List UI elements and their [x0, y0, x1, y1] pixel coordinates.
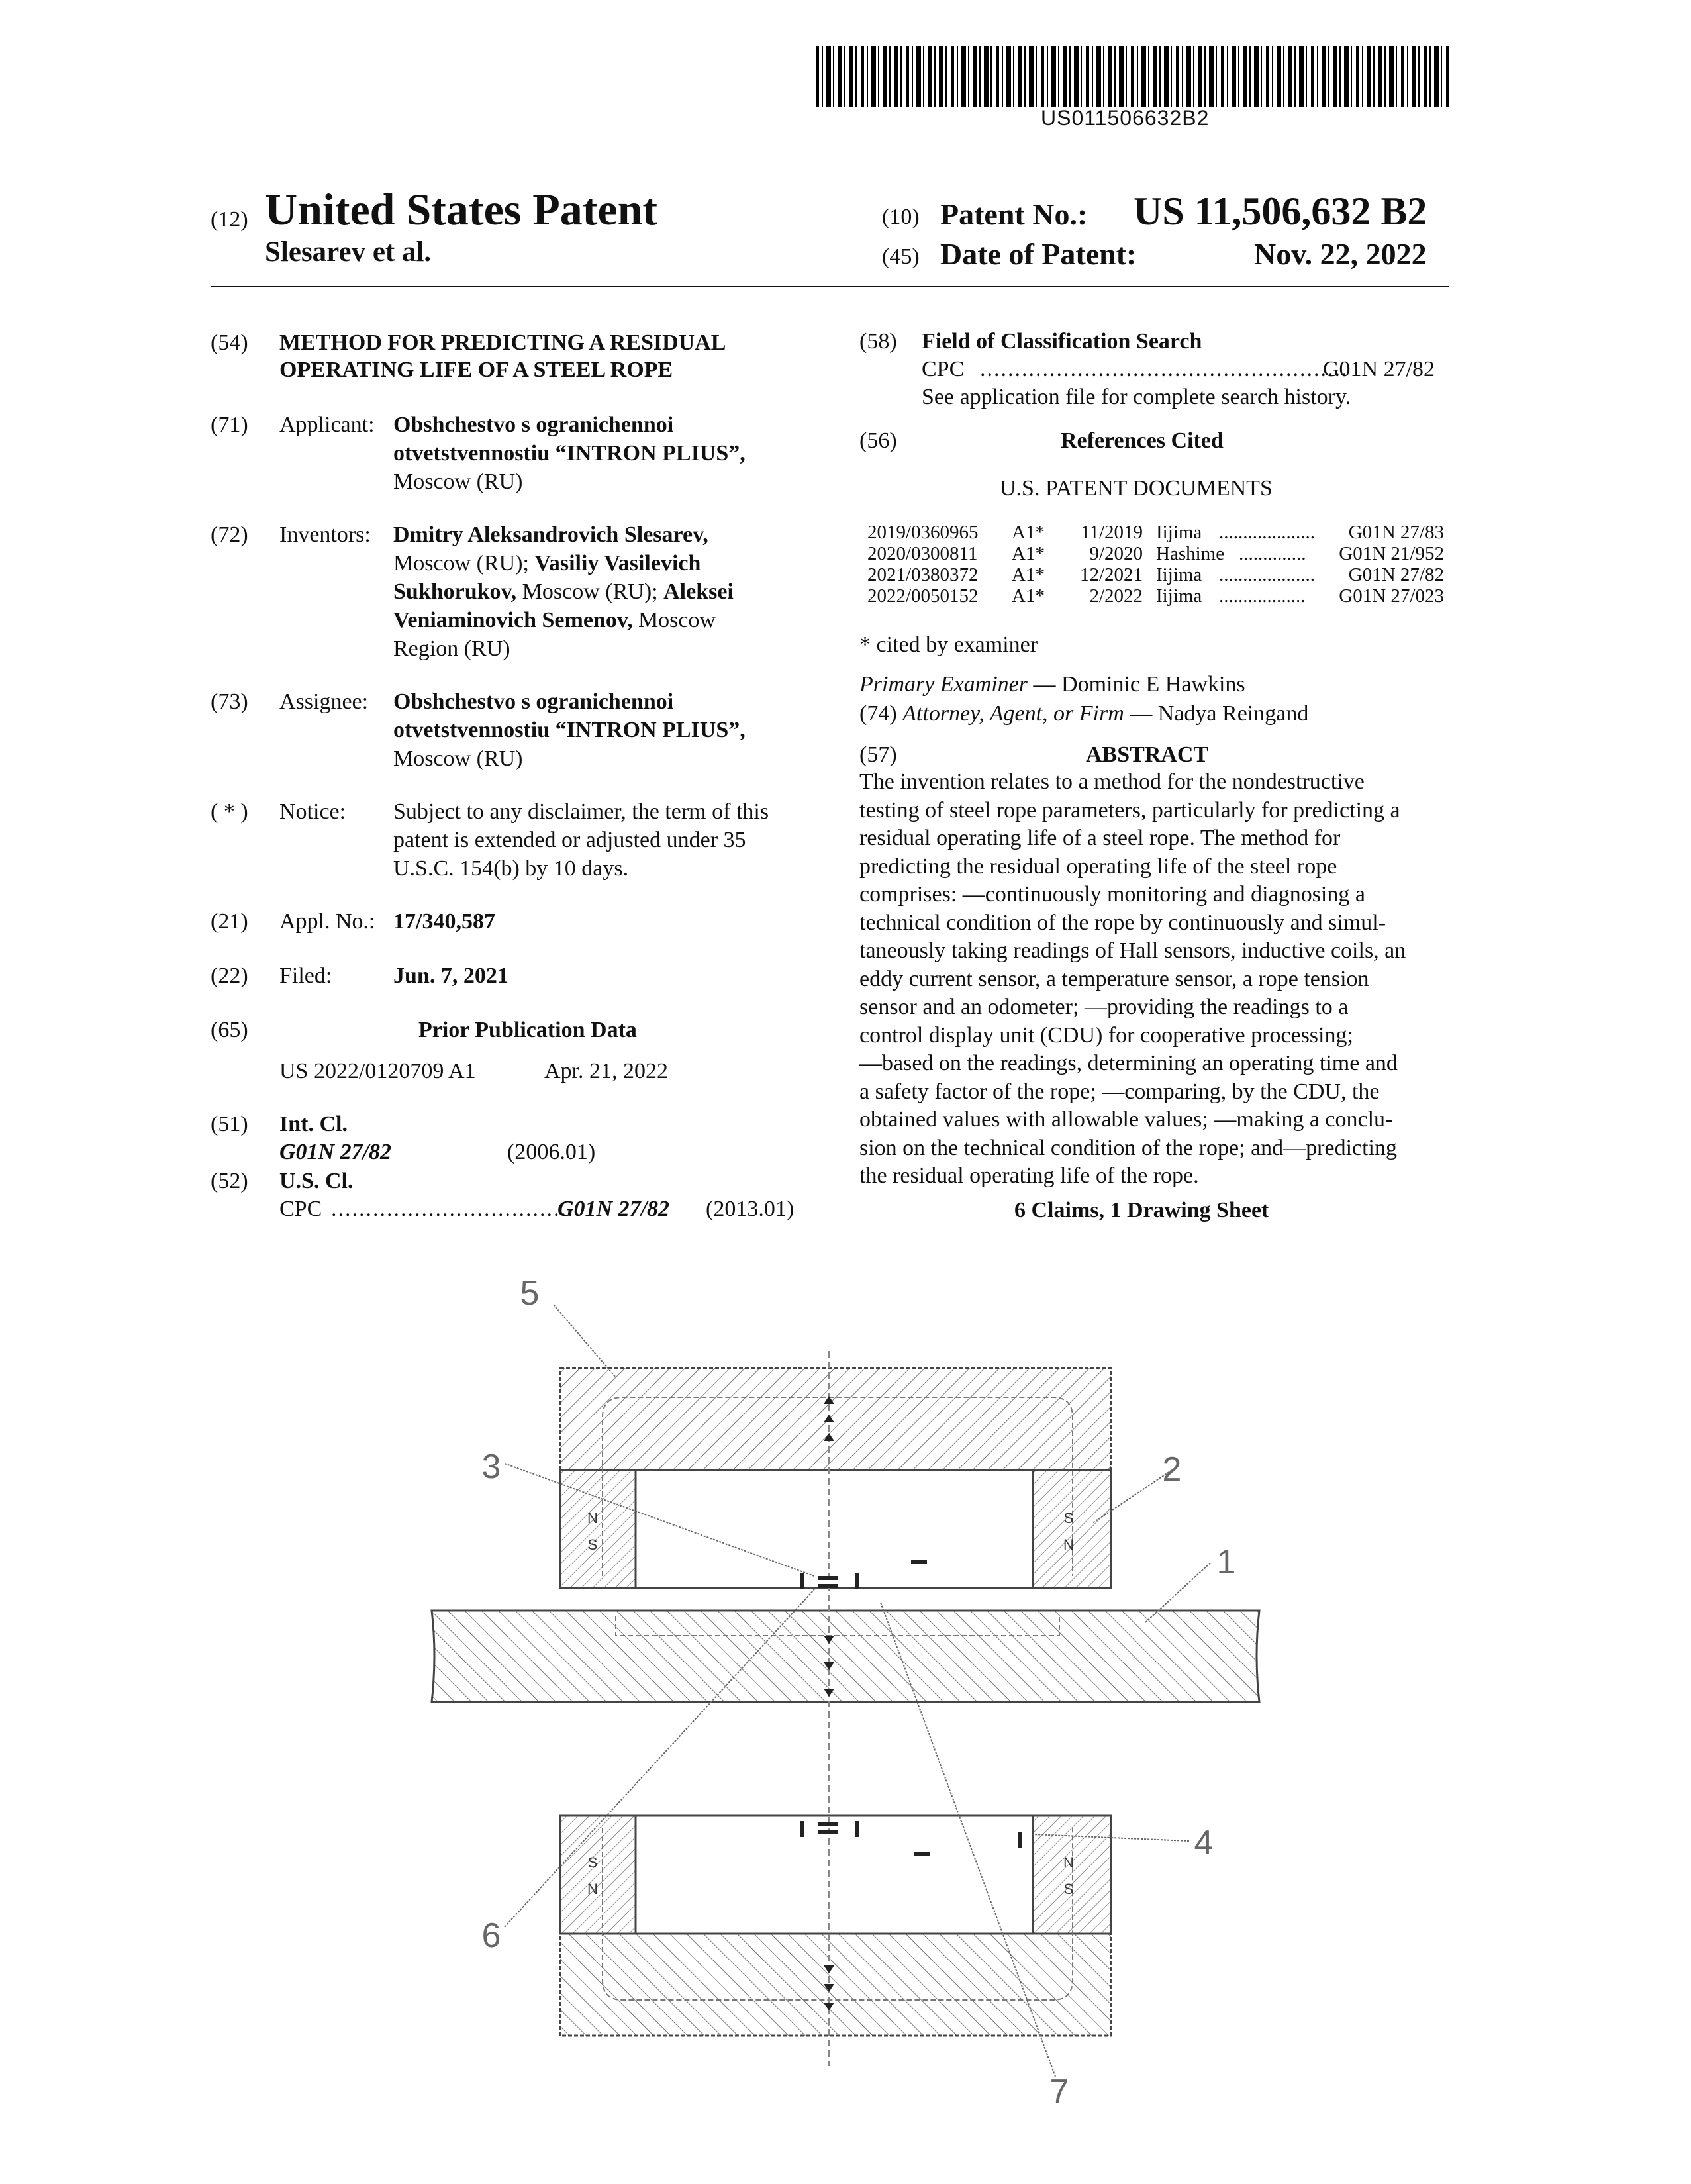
figure-label-7: 7 — [1049, 2073, 1069, 2111]
figure-label-6: 6 — [481, 1916, 501, 1955]
patent-no-label: Patent No.: — [940, 197, 1088, 231]
notice-label: Notice: — [279, 799, 346, 824]
steel-rope — [432, 1611, 1259, 1702]
notice-line2: patent is extended or adjusted under 35 — [393, 828, 746, 852]
applicant-line2: otvetstvennostiu “INTRON PLIUS”, — [393, 441, 746, 466]
assignee-line2: otvetstvennostiu “INTRON PLIUS”, — [393, 718, 746, 742]
assignee-line3: Moscow (RU) — [393, 746, 523, 771]
reference-row: 2022/0050152 A1* 2/2022 Iijima .................. G01N 27/023 — [867, 585, 1444, 607]
abstract-line: comprises: —continuously monitoring and diagnosing a — [859, 882, 1365, 907]
abstract-line: the residual operating life of the rope. — [859, 1164, 1199, 1188]
reference-row: 2020/0300811 A1* 9/2020 Hashime .............. G01N 21/952 — [867, 543, 1444, 564]
field-class: G01N 27/82 — [1323, 357, 1435, 381]
notice-line1: Subject to any disclaimer, the term of this — [393, 799, 769, 824]
kind-code: (12) — [211, 207, 248, 232]
top-yoke — [560, 1368, 1111, 1470]
filed-label: Filed: — [279, 964, 332, 988]
prior-publication: US 2022/0120709 A1 — [279, 1059, 476, 1083]
reference-row: 2019/0360965 A1* 11/2019 Iijima .................... G01N 27/83 — [867, 522, 1444, 543]
prior-title: Prior Publication Data — [418, 1018, 637, 1042]
magnet-letter: N — [1063, 1536, 1074, 1553]
inventors-short: Slesarev et al. — [265, 236, 432, 268]
assignee-line1: Obshchestvo s ogranichennoi — [393, 689, 674, 714]
magnet-letter: S — [587, 1854, 598, 1871]
appl-label: Appl. No.: — [279, 909, 375, 934]
figure-label-2: 2 — [1162, 1450, 1182, 1489]
field-leader-dots: ..................................................... — [980, 357, 1349, 381]
inventor-line4: Veniaminovich Semenov, Moscow — [393, 608, 716, 632]
notice-code: ( * ) — [211, 799, 248, 824]
abstract-line: —based on the readings, determining an operating time and — [859, 1051, 1398, 1075]
upper-cavity — [636, 1470, 1033, 1588]
refs-code: (56) — [859, 428, 897, 453]
header-divider — [211, 286, 1449, 287]
barcode-number: US011506632B2 — [1041, 106, 1210, 130]
figure-label-1: 1 — [1216, 1543, 1236, 1581]
magnet-bottom-left — [560, 1816, 636, 1934]
field-title: Field of Classification Search — [922, 329, 1202, 354]
uscl-leader-dots: .................................... — [331, 1197, 581, 1221]
applicant-line3: Moscow (RU) — [393, 470, 523, 494]
inventor-line1: Dmitry Aleksandrovich Slesarev, — [393, 522, 708, 547]
applicant-line1: Obshchestvo s ogranichennoi — [393, 413, 674, 437]
invention-title-line2: OPERATING LIFE OF A STEEL ROPE — [279, 358, 673, 382]
patent-title: United States Patent — [265, 184, 658, 234]
prior-code: (65) — [211, 1018, 248, 1042]
date-label: Date of Patent: — [940, 237, 1137, 271]
assignee-code: (73) — [211, 689, 248, 714]
bottom-yoke — [560, 1934, 1111, 2036]
abstract-line: sensor and an odometer; —providing the readings to a — [859, 995, 1349, 1019]
intcl-code: (51) — [211, 1112, 248, 1136]
magnet-letter: N — [587, 1510, 598, 1526]
figure-label-4: 4 — [1194, 1824, 1214, 1862]
figure-label-3: 3 — [481, 1448, 501, 1486]
patent-date: Nov. 22, 2022 — [1254, 237, 1427, 271]
appl-code: (21) — [211, 909, 248, 934]
abstract-code: (57) — [859, 742, 897, 767]
claims-line: 6 Claims, 1 Drawing Sheet — [1014, 1198, 1269, 1222]
abstract-line: obtained values with allowable values; —making a conclu- — [859, 1107, 1393, 1132]
filed-date: Jun. 7, 2021 — [393, 964, 508, 988]
abstract-line: taneously taking readings of Hall sensors, inductive coils, an — [859, 938, 1406, 963]
inventors-code: (72) — [211, 522, 248, 547]
intcl-label: Int. Cl. — [279, 1112, 348, 1136]
appl-number: 17/340,587 — [393, 909, 495, 934]
uscl-cpc: CPC — [279, 1197, 322, 1221]
intcl-class: G01N 27/82 — [279, 1140, 392, 1164]
magnet-letter: N — [1063, 1854, 1074, 1871]
inventor-line3: Sukhorukov, Moscow (RU); Aleksei — [393, 579, 734, 604]
abstract-line: sion on the technical condition of the rope; and—predicting — [859, 1135, 1397, 1160]
patent-number: US 11,506,632 B2 — [1134, 189, 1427, 233]
inventors-label: Inventors: — [279, 522, 371, 547]
barcode — [816, 46, 1450, 107]
field-note: See application file for complete search history. — [922, 385, 1351, 409]
abstract-title: ABSTRACT — [1086, 742, 1209, 767]
notice-line3: U.S.C. 154(b) by 10 days. — [393, 856, 629, 881]
abstract-line: The invention relates to a method for the nondestructive — [859, 769, 1365, 794]
abstract-line: a safety factor of the rope; —comparing, by the CDU, the — [859, 1079, 1380, 1104]
field-cpc: CPC — [922, 357, 965, 381]
assignee-label: Assignee: — [279, 689, 369, 714]
inventor-line2: Moscow (RU); Vasiliy Vasilevich — [393, 551, 701, 575]
applicant-code: (71) — [211, 413, 248, 437]
cited-note: * cited by examiner — [859, 632, 1038, 657]
magnet-letter: N — [587, 1881, 598, 1897]
uscl-code: (52) — [211, 1169, 248, 1193]
primary-examiner: Primary Examiner — Dominic E Hawkins — [859, 672, 1245, 697]
prior-date: Apr. 21, 2022 — [544, 1059, 668, 1083]
patent-drawing — [0, 1245, 1691, 2111]
magnet-letter: S — [1063, 1510, 1074, 1526]
refs-title: References Cited — [1061, 428, 1224, 453]
abstract-line: control display unit (CDU) for cooperative processing; — [859, 1022, 1353, 1048]
field-code: (58) — [859, 329, 897, 354]
leader-5 — [554, 1305, 616, 1377]
refs-subtitle: U.S. PATENT DOCUMENTS — [1000, 476, 1273, 501]
abstract-line: technical condition of the rope by continuously and simul- — [859, 910, 1386, 935]
intcl-year: (2006.01) — [507, 1140, 596, 1164]
invention-title-line1: METHOD FOR PREDICTING A RESIDUAL — [279, 330, 726, 355]
figure-label-5: 5 — [520, 1274, 540, 1313]
uscl-class: G01N 27/82 — [557, 1197, 670, 1221]
uscl-year: (2013.01) — [706, 1197, 795, 1221]
abstract-line: testing of steel rope parameters, particularly for predicting a — [859, 797, 1400, 822]
applicant-label: Applicant: — [279, 413, 375, 437]
abstract-line: predicting the residual operating life of the steel rope — [859, 854, 1337, 879]
title-code: (54) — [211, 330, 248, 355]
attorney-line: (74) Attorney, Agent, or Firm — Nadya Reingand — [859, 701, 1309, 726]
abstract-line: eddy current sensor, a temperature sensor, a rope tension — [859, 966, 1369, 991]
uscl-label: U.S. Cl. — [279, 1169, 354, 1193]
abstract-body — [859, 768, 1447, 1191]
inventor-line5: Region (RU) — [393, 636, 510, 661]
filed-code: (22) — [211, 964, 248, 988]
magnet-letter: S — [587, 1536, 598, 1553]
date-code: (45) — [882, 244, 920, 269]
reference-row: 2021/0380372 A1* 12/2021 Iijima .................... G01N 27/82 — [867, 564, 1444, 585]
patent-no-code: (10) — [882, 205, 920, 229]
abstract-line: residual operating life of a steel rope. The method for — [859, 826, 1341, 850]
magnet-letter: S — [1063, 1881, 1074, 1897]
